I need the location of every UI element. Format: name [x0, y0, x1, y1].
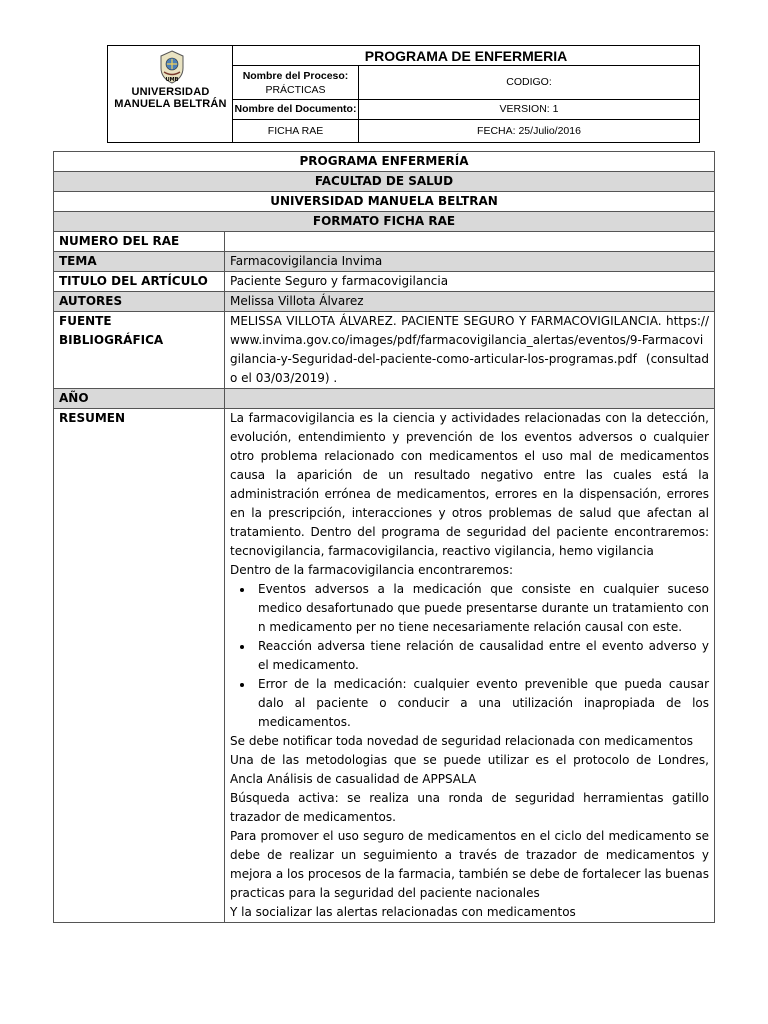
university-seal-icon: [158, 50, 186, 84]
table-title-format: FORMATO FICHA RAE: [54, 212, 715, 232]
row-label-titulo: TITULO DEL ARTÍCULO: [54, 272, 225, 292]
list-item: • Eventos adversos a la medicación que consiste en cualquier suceso medico desafortunado que puede presentarse durante un tratamiento con n medicamento per no tiene necesariamente relación causal con este.: [254, 580, 709, 637]
logo-line-1: UNIVERSIDAD: [131, 86, 210, 98]
table-row: [54, 252, 715, 272]
row-value-numero: [225, 232, 715, 252]
row-value-titulo: Paciente Seguro y farmacovigilancia: [225, 272, 715, 292]
title-row: [54, 192, 715, 212]
list-item: • Reacción adversa tiene relación de causalidad entre el evento adverso y el medicamento.: [254, 637, 709, 675]
row-value-fuente: MELISSA VILLOTA ÁLVAREZ. PACIENTE SEGURO Y FARMACOVIGILANCIA. https://www.invima.gov.co/images/pdf/farmacovigilancia_alertas/eventos/9-Farmacovigilancia-y-Seguridad-del-paciente-como-articular-los-programas.pdf (consultado el 03/03/2019) .: [225, 312, 715, 389]
resumen-content: [225, 409, 715, 923]
table-row: [54, 232, 715, 252]
university-logo: [108, 46, 233, 142]
process-value: PRÁCTICAS: [265, 84, 326, 96]
row-label-tema: TEMA: [54, 252, 225, 272]
table-row: [54, 292, 715, 312]
resumen-bullet-list: [230, 580, 709, 732]
row-label-resumen: RESUMEN: [54, 409, 225, 923]
document-value: FICHA RAE: [233, 120, 359, 142]
resumen-paragraph: Se debe notificar toda novedad de seguridad relacionada con medicamentos: [230, 734, 693, 748]
program-title: PROGRAMA DE ENFERMERIA: [233, 46, 699, 66]
row-label-fuente: FUENTE BIBLIOGRÁFICA: [54, 312, 225, 389]
resumen-paragraph: La farmacovigilancia es la ciencia y actividades relacionadas con la detección, evolución, entendimiento y prevención de los eventos adversos o cualquier otro problema relacionado con medicamentos el uso mal de medicamentos causa la aparición de un resultado negativo entre las cuales está la administración errónea de medicamentos, errores en la dispensación, errores en la prescripción, interacciones y otros problemas de salud que afectan al tratamiento. Dentro del programa de seguridad del paciente encontraremos: tecnovigilancia, farmacovigilancia, reactivo vigilancia, hemo vigilancia: [230, 411, 709, 558]
table-title-faculty: FACULTAD DE SALUD: [54, 172, 715, 192]
table-row: [54, 409, 715, 923]
seal-text: UMB: [165, 77, 179, 83]
resumen-paragraph: Búsqueda activa: se realiza una ronda de seguridad herramientas gatillo trazador de medicamentos.: [230, 791, 709, 824]
row-value-autores: Melissa Villota Álvarez: [225, 292, 715, 312]
version-cell: VERSION: 1: [359, 100, 699, 120]
row-label-autores: AUTORES: [54, 292, 225, 312]
process-cell: [233, 66, 359, 100]
resumen-paragraph: Y la socializar las alertas relacionadas con medicamentos: [230, 905, 576, 919]
process-label: Nombre del Proceso:: [242, 70, 349, 82]
table-row: [54, 389, 715, 409]
title-row: [54, 152, 715, 172]
resumen-paragraph: Dentro de la farmacovigilancia encontraremos:: [230, 563, 514, 577]
document-header: [107, 45, 700, 143]
table-row: [54, 312, 715, 389]
resumen-paragraph: Una de las metodologias que se puede utilizar es el protocolo de Londres, Ancla Análisis de casualidad de APPSALA: [230, 753, 709, 786]
list-item: • Error de la medicación: cualquier evento prevenible que pueda causar dalo al paciente o conducir a una utilización inapropiada de los medicamentos.: [254, 675, 709, 732]
title-row: [54, 172, 715, 192]
row-label-numero: NUMERO DEL RAE: [54, 232, 225, 252]
row-label-ano: AÑO: [54, 389, 225, 409]
table-title-university: UNIVERSIDAD MANUELA BELTRAN: [54, 192, 715, 212]
rae-table: [53, 151, 715, 923]
row-value-ano: [225, 389, 715, 409]
fecha-cell: FECHA: 25/Julio/2016: [477, 125, 581, 137]
codigo-cell: CODIGO:: [359, 66, 699, 100]
resumen-paragraph: Para promover el uso seguro de medicamentos en el ciclo del medicamento se debe de realizar un seguimiento a través de trazador de medicamentos y mejora a los procesos de la farmacia, también se debe de fortalecer las buenas practicas para la seguridad del paciente nacionales: [230, 829, 709, 900]
logo-line-2: MANUELA BELTRÁN: [114, 98, 227, 110]
table-title-program: PROGRAMA ENFERMERÍA: [54, 152, 715, 172]
title-row: [54, 212, 715, 232]
row-value-tema: Farmacovigilancia Invima: [225, 252, 715, 272]
table-row: [54, 272, 715, 292]
document-label: Nombre del Documento:: [233, 100, 359, 120]
